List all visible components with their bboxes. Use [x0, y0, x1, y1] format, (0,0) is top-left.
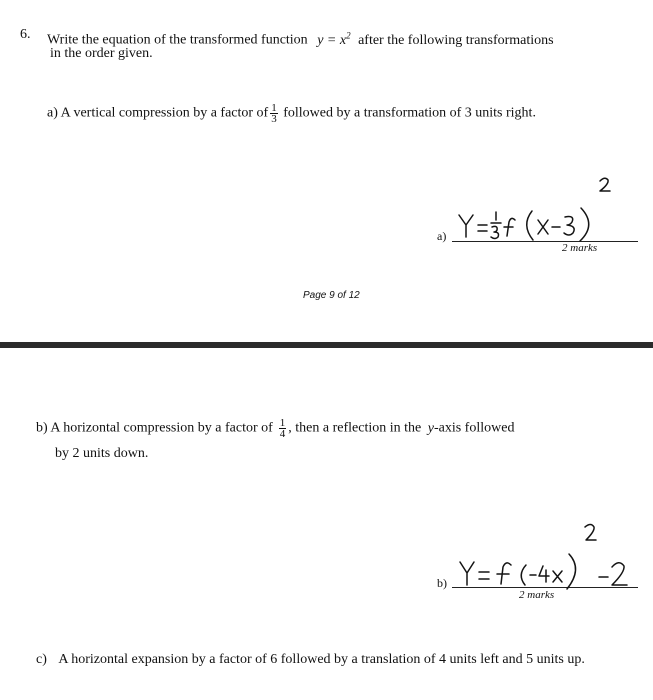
part-b-handwritten-answer: [455, 518, 645, 593]
part-b-text-mid: , then a reflection in the: [288, 420, 422, 436]
part-a-marks: 2 marks: [562, 242, 598, 254]
part-a-frac-den: 3: [271, 113, 277, 125]
hw-b-x: [553, 571, 562, 582]
hw-a-X: [538, 220, 548, 234]
part-b-prompt: [36, 418, 514, 439]
hw-b-4: [539, 566, 549, 582]
hw-b-f: [497, 563, 511, 584]
part-b-line2: by 2 units down.: [55, 446, 149, 461]
function-lhs: y = x: [317, 32, 347, 48]
part-c-prompt: [36, 652, 585, 668]
part-a-fraction: [270, 103, 278, 124]
question-stem-before: Write the equation of the transformed function: [47, 32, 308, 48]
part-c-text: A horizontal expansion by a factor of 6 followed by a translation of 4 units left and 5 units up.: [58, 652, 585, 667]
hw-b-open-paren: [521, 565, 526, 585]
part-a-handwritten-answer: [455, 170, 645, 245]
hw-b-equals: [479, 572, 489, 579]
part-b-answer-label: b): [437, 576, 447, 590]
part-a-prompt: [47, 103, 536, 124]
part-b-axis-var: y: [427, 420, 434, 436]
part-b-text-after: -axis followed: [433, 420, 515, 436]
part-b-frac-den: 4: [279, 428, 286, 440]
function-exponent: 2: [346, 30, 351, 40]
hw-a-f: [504, 218, 515, 236]
page-divider: [0, 342, 653, 348]
function-expression: [317, 30, 351, 48]
hw-b-close-paren: [567, 554, 576, 589]
part-b-label: b): [36, 420, 48, 436]
question-number: 6.: [20, 27, 31, 42]
question-stem-line2: in the order given.: [50, 46, 153, 61]
hw-a-Y: [459, 215, 473, 237]
hw-a-close-paren: [580, 208, 589, 241]
hw-a-exponent-2: [600, 178, 610, 191]
part-b-text-before: A horizontal compression by a factor of: [50, 420, 273, 436]
page-number: Page 9 of 12: [303, 290, 360, 301]
hw-a-open-paren: [527, 211, 533, 240]
part-b-marks: 2 marks: [519, 589, 555, 601]
hw-b-Y: [460, 562, 474, 585]
part-a-label: a): [47, 105, 58, 121]
part-c-label: c): [36, 652, 47, 667]
hw-a-3: [564, 217, 574, 235]
part-b-fraction: [279, 418, 287, 439]
part-a-text-after: followed by a transformation of 3 units right.: [283, 105, 536, 121]
part-a-frac-num: 1: [271, 102, 277, 114]
question-stem-after: after the following transformations: [358, 32, 554, 48]
part-a-text-before: A vertical compression by a factor of: [60, 105, 269, 121]
hw-a-equals: [478, 225, 487, 231]
part-a-answer-label: a): [437, 229, 447, 243]
part-b-frac-num: 1: [279, 417, 286, 429]
hw-b-exponent-2: [585, 525, 596, 541]
hw-b-constant-2: [612, 563, 627, 585]
hw-a-frac-den: [491, 226, 499, 238]
